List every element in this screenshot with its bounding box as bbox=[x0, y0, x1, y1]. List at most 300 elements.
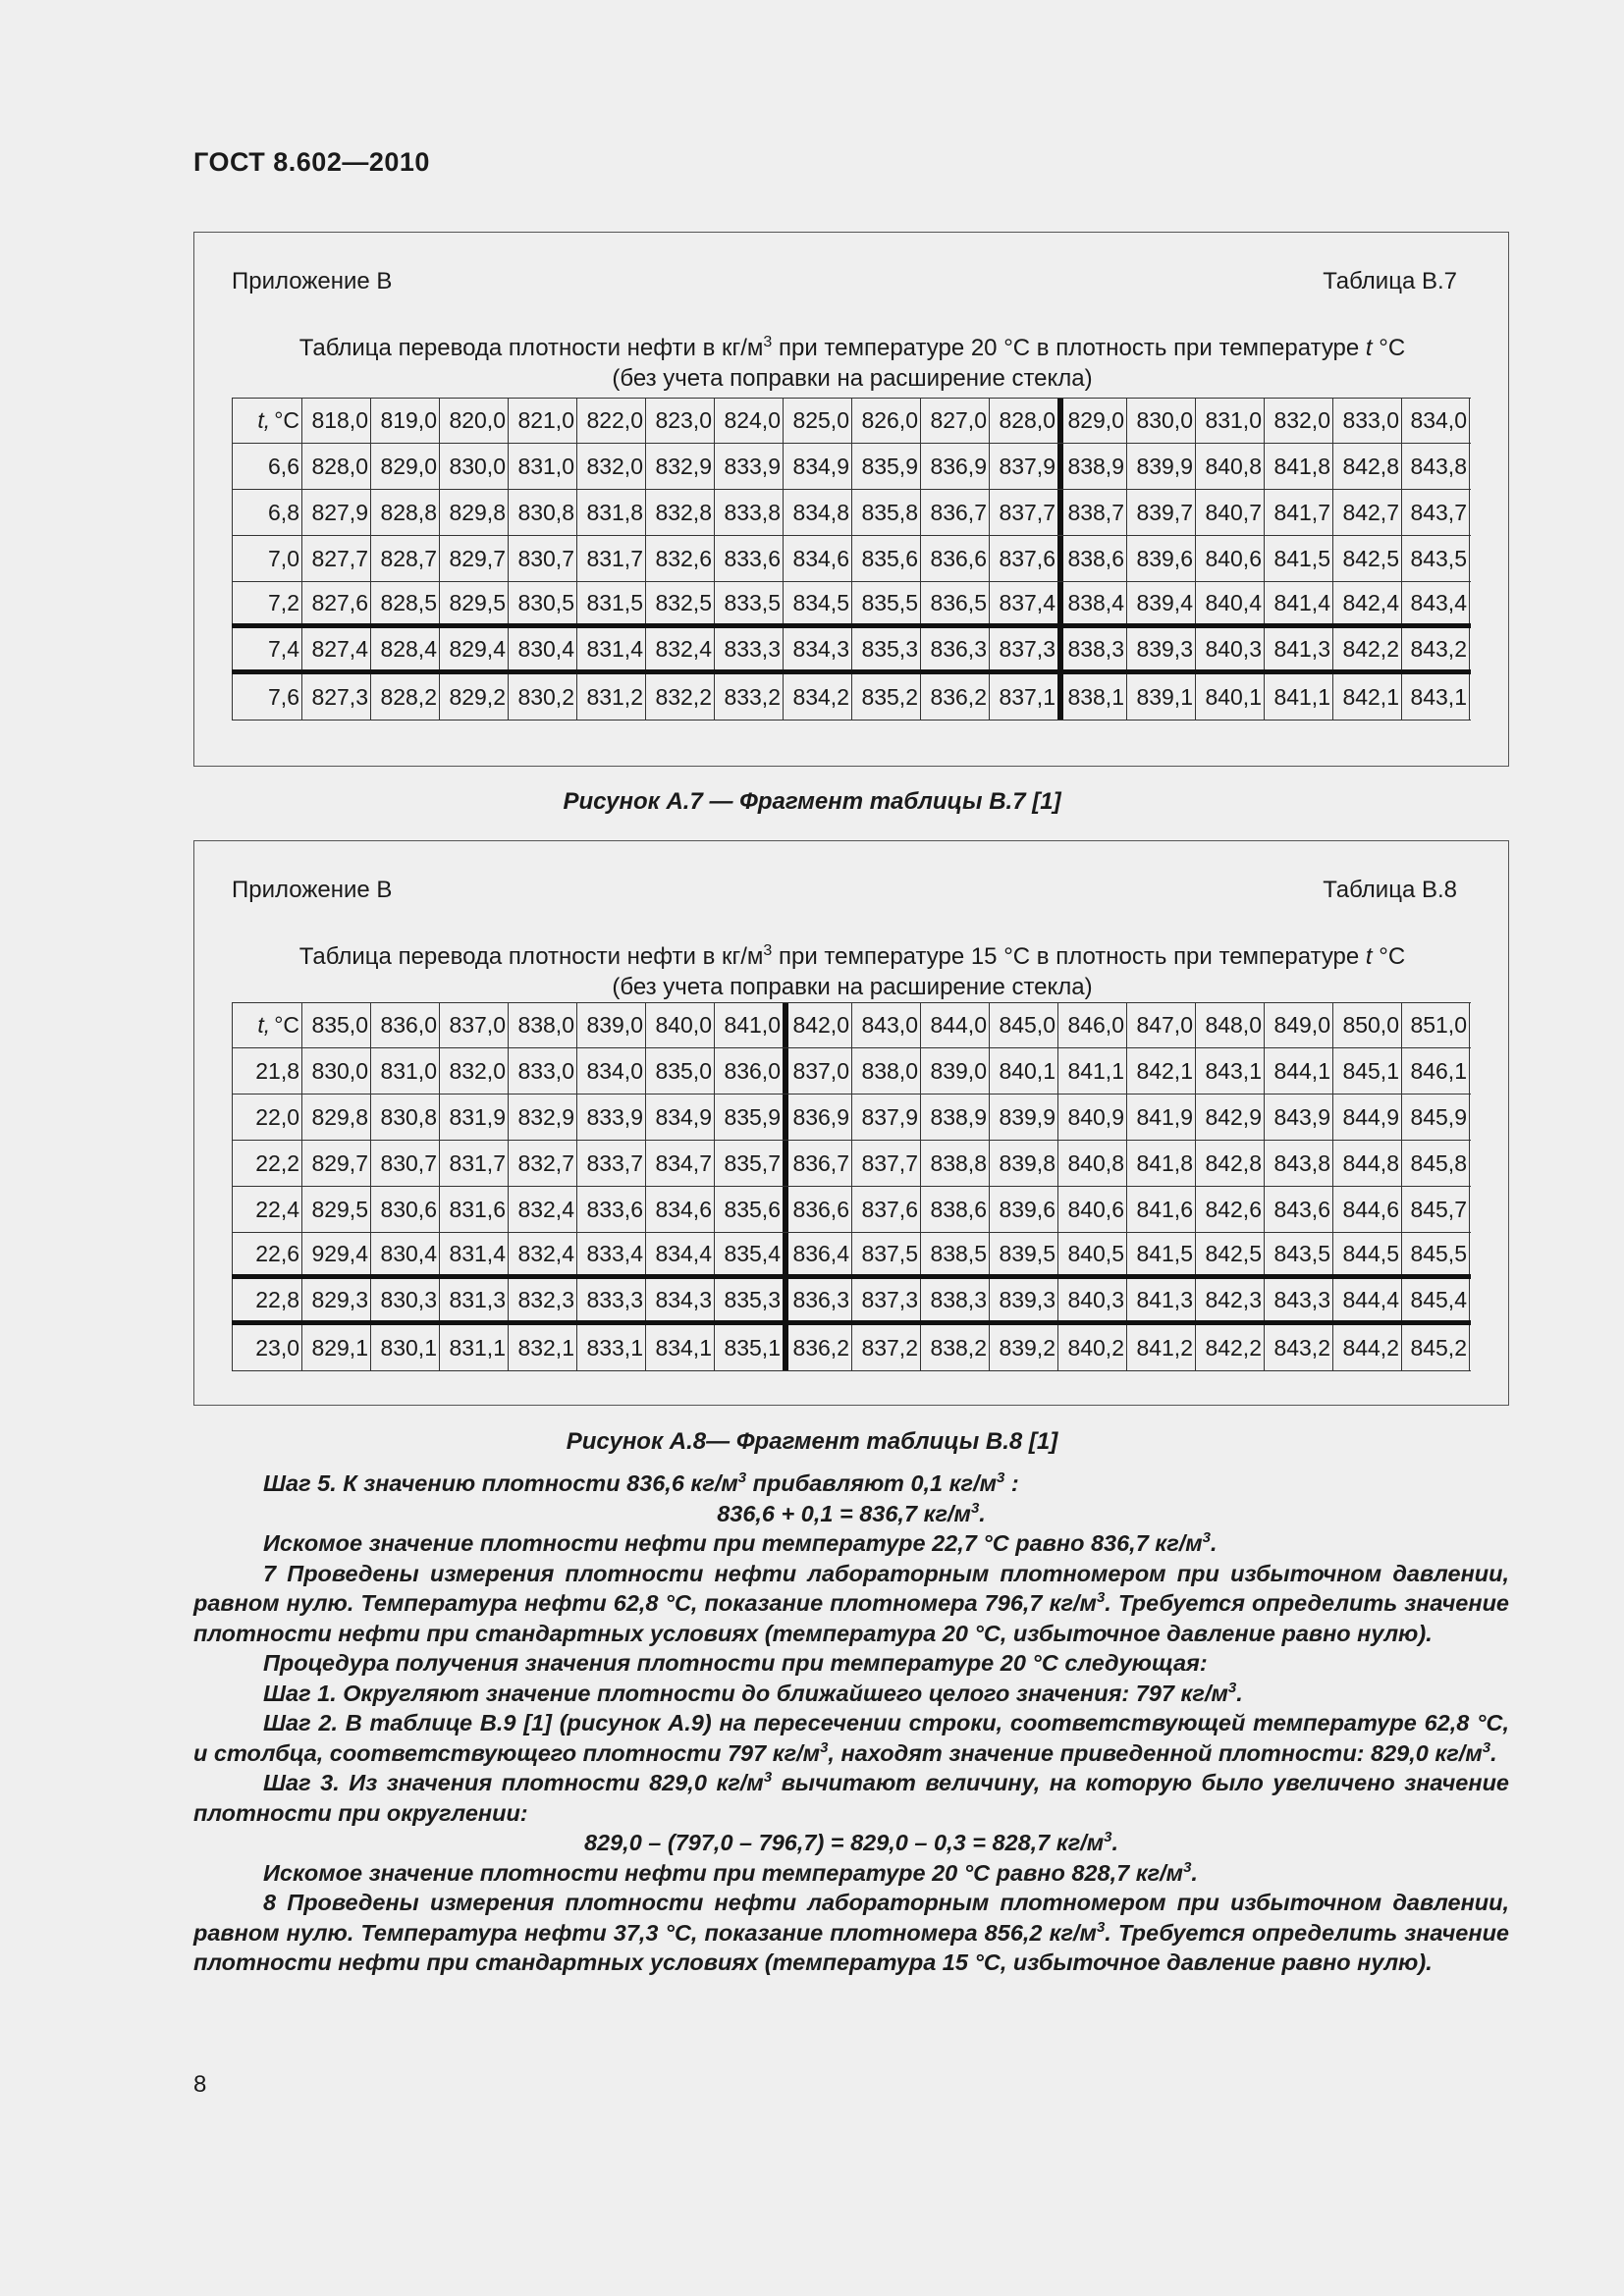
table-cell: 835,9 bbox=[851, 444, 920, 489]
table-cell: 830,8 bbox=[508, 490, 576, 535]
table-cell: 833,8 bbox=[714, 490, 783, 535]
table-cell: 841,5 bbox=[1126, 1233, 1195, 1274]
table-cell: 834,8 bbox=[783, 490, 851, 535]
result-paragraph: Искомое значение плотности нефти при температуре 22,7 °С равно 836,7 $кг/м^3$. bbox=[263, 1529, 1218, 1556]
table-cell: 831,9 bbox=[439, 1095, 508, 1140]
table-cell: 834,0 bbox=[576, 1048, 645, 1094]
table-cell: 845,2 bbox=[1401, 1325, 1470, 1370]
table-cell: 818,0 bbox=[301, 399, 370, 443]
table-cell: 833,6 bbox=[714, 536, 783, 581]
table-cell: 839,9 bbox=[989, 1095, 1057, 1140]
figure-a8-caption: Рисунок А.8— Фрагмент таблицы В.8 [1] bbox=[566, 1428, 1058, 1455]
table-cell: 844,1 bbox=[1264, 1048, 1332, 1094]
table-cell: 838,5 bbox=[920, 1233, 989, 1274]
table-cell: 851,0 bbox=[1401, 1003, 1470, 1047]
table-cell: 833,1 bbox=[576, 1325, 645, 1370]
table-cell: 831,2 bbox=[576, 674, 645, 720]
table-cell: 831,8 bbox=[576, 490, 645, 535]
table-cell: 22,0 bbox=[232, 1095, 301, 1140]
table-header-row bbox=[232, 1002, 1471, 1048]
table-cell: 829,1 bbox=[301, 1325, 370, 1370]
table-cell: 828,2 bbox=[370, 674, 439, 720]
table-cell: 837,6 bbox=[989, 536, 1057, 581]
table-cell: 6,6 bbox=[232, 444, 301, 489]
table-cell: 830,0 bbox=[301, 1048, 370, 1094]
table-cell: 845,4 bbox=[1401, 1279, 1470, 1320]
table-cell: 833,7 bbox=[576, 1141, 645, 1186]
table-cell: 831,4 bbox=[439, 1233, 508, 1274]
table-cell: 836,7 bbox=[920, 490, 989, 535]
table-cell: 835,5 bbox=[851, 582, 920, 623]
table-cell: 848,0 bbox=[1195, 1003, 1264, 1047]
table-cell: 840,9 bbox=[1057, 1095, 1126, 1140]
table-cell: 841,6 bbox=[1126, 1187, 1195, 1232]
table-cell: 834,3 bbox=[783, 628, 851, 669]
table-cell: 833,9 bbox=[576, 1095, 645, 1140]
table-cell: 832,4 bbox=[645, 628, 714, 669]
table-row bbox=[232, 536, 1471, 582]
table-cell: 842,1 bbox=[1126, 1048, 1195, 1094]
table-cell: 839,0 bbox=[920, 1048, 989, 1094]
table-cell: 839,3 bbox=[1126, 628, 1195, 669]
appendix-label: Приложение В bbox=[232, 268, 393, 294]
table-cell: 843,5 bbox=[1401, 536, 1470, 581]
table-cell: 845,5 bbox=[1401, 1233, 1470, 1274]
table-row bbox=[232, 1187, 1471, 1233]
table-cell: 837,3 bbox=[989, 628, 1057, 669]
table-cell: 829,3 bbox=[301, 1279, 370, 1320]
table-cell: 834,7 bbox=[645, 1141, 714, 1186]
table-cell: 829,8 bbox=[301, 1095, 370, 1140]
table-cell: 843,8 bbox=[1264, 1141, 1332, 1186]
table-cell: 836,3 bbox=[920, 628, 989, 669]
table-cell: 838,9 bbox=[920, 1095, 989, 1140]
table-cell: 827,3 bbox=[301, 674, 370, 720]
table-cell: 22,8 bbox=[232, 1279, 301, 1320]
table-cell: 822,0 bbox=[576, 399, 645, 443]
table-cell: 838,3 bbox=[920, 1279, 989, 1320]
table-cell: 838,6 bbox=[920, 1187, 989, 1232]
table-cell: 847,0 bbox=[1126, 1003, 1195, 1047]
document-code: ГОСТ 8.602—2010 bbox=[193, 147, 430, 177]
table-cell: 829,4 bbox=[439, 628, 508, 669]
table-cell: 829,5 bbox=[439, 582, 508, 623]
table-cell: 827,4 bbox=[301, 628, 370, 669]
table-cell: 841,9 bbox=[1126, 1095, 1195, 1140]
table-cell: 827,9 bbox=[301, 490, 370, 535]
table-cell: 832,8 bbox=[645, 490, 714, 535]
table-cell: 844,6 bbox=[1332, 1187, 1401, 1232]
table-cell: 836,4 bbox=[783, 1233, 851, 1274]
table-cell: 835,3 bbox=[714, 1279, 783, 1320]
table-cell: 838,7 bbox=[1057, 490, 1126, 535]
figure-a7-caption: Рисунок А.7 — Фрагмент таблицы В.7 [1] bbox=[563, 788, 1061, 815]
table-title: Таблица перевода плотности нефти в $кг/м^3$ при температуре 15 °С в плотность при температуре t °С (без учета поправки на расширение стекла) bbox=[298, 942, 1406, 1000]
table-row bbox=[232, 490, 1471, 536]
table-cell: 21,8 bbox=[232, 1048, 301, 1094]
table-cell: 844,4 bbox=[1332, 1279, 1401, 1320]
table-cell: 23,0 bbox=[232, 1325, 301, 1370]
table-cell: 837,9 bbox=[989, 444, 1057, 489]
table-cell: 831,5 bbox=[576, 582, 645, 623]
table-cell: 839,3 bbox=[989, 1279, 1057, 1320]
table-cell: 830,4 bbox=[370, 1233, 439, 1274]
table-row bbox=[232, 1233, 1471, 1279]
table-cell: 837,4 bbox=[989, 582, 1057, 623]
table-cell: 839,0 bbox=[576, 1003, 645, 1047]
table-cell: 843,3 bbox=[1264, 1279, 1332, 1320]
table-cell: 832,4 bbox=[508, 1233, 576, 1274]
table-cell: 828,0 bbox=[301, 444, 370, 489]
table-cell: 840,4 bbox=[1195, 582, 1264, 623]
table-cell: 841,2 bbox=[1126, 1325, 1195, 1370]
table-cell: 840,3 bbox=[1195, 628, 1264, 669]
table-cell: 840,5 bbox=[1057, 1233, 1126, 1274]
table-cell: 841,3 bbox=[1126, 1279, 1195, 1320]
table-cell: 836,2 bbox=[783, 1325, 851, 1370]
table-cell: 833,4 bbox=[576, 1233, 645, 1274]
table-cell: 825,0 bbox=[783, 399, 851, 443]
table-cell: 830,0 bbox=[1126, 399, 1195, 443]
table-cell: 833,0 bbox=[508, 1048, 576, 1094]
table-cell: 832,0 bbox=[1264, 399, 1332, 443]
table-cell: 838,4 bbox=[1057, 582, 1126, 623]
table-cell: 834,4 bbox=[645, 1233, 714, 1274]
table-cell: 839,6 bbox=[989, 1187, 1057, 1232]
table-cell: 828,7 bbox=[370, 536, 439, 581]
table-row bbox=[232, 1279, 1471, 1325]
table-cell: 829,2 bbox=[439, 674, 508, 720]
table-cell: 831,0 bbox=[370, 1048, 439, 1094]
table-cell: 841,0 bbox=[714, 1003, 783, 1047]
table-cell: 830,1 bbox=[370, 1325, 439, 1370]
table-cell: 845,1 bbox=[1332, 1048, 1401, 1094]
table-cell: 843,7 bbox=[1401, 490, 1470, 535]
table-cell: 829,8 bbox=[439, 490, 508, 535]
table-cell: 835,6 bbox=[714, 1187, 783, 1232]
table-number: Таблица В.8 bbox=[1323, 877, 1457, 903]
table-cell: 830,5 bbox=[508, 582, 576, 623]
table-cell: 835,7 bbox=[714, 1141, 783, 1186]
table-cell: 827,0 bbox=[920, 399, 989, 443]
table-cell: 843,5 bbox=[1264, 1233, 1332, 1274]
result-paragraph-2: Искомое значение плотности нефти при температуре 20 °С равно 828,7 $кг/м^3$. bbox=[263, 1858, 1198, 1886]
table-cell: 840,6 bbox=[1195, 536, 1264, 581]
table-row bbox=[232, 628, 1471, 674]
table-cell: 832,0 bbox=[576, 444, 645, 489]
table-cell: 834,0 bbox=[1401, 399, 1470, 443]
table-cell: 832,0 bbox=[439, 1048, 508, 1094]
header-temperature-cell: t, °С bbox=[232, 1003, 301, 1047]
table-cell: 836,6 bbox=[783, 1187, 851, 1232]
table-cell: 833,9 bbox=[714, 444, 783, 489]
table-title: Таблица перевода плотности нефти в $кг/м^3$ при температуре 20 °С в плотность при температуре t °С (без учета поправки на расширение стекла) bbox=[298, 334, 1406, 392]
table-cell: 832,9 bbox=[645, 444, 714, 489]
table-cell: 836,5 bbox=[920, 582, 989, 623]
table-cell: 830,8 bbox=[370, 1095, 439, 1140]
table-row bbox=[232, 1325, 1471, 1371]
table-cell: 841,3 bbox=[1264, 628, 1332, 669]
table-cell: 829,5 bbox=[301, 1187, 370, 1232]
table-cell: 827,6 bbox=[301, 582, 370, 623]
table-cell: 842,4 bbox=[1332, 582, 1401, 623]
table-cell: 7,4 bbox=[232, 628, 301, 669]
table-cell: 844,0 bbox=[920, 1003, 989, 1047]
table-cell: 833,0 bbox=[1332, 399, 1401, 443]
table-cell: 837,0 bbox=[439, 1003, 508, 1047]
table-cell: 843,1 bbox=[1195, 1048, 1264, 1094]
formula-line: 836,6 + 0,1 = 836,7 $кг/м^3$. bbox=[717, 1499, 986, 1526]
table-cell: 819,0 bbox=[370, 399, 439, 443]
table-cell: 835,2 bbox=[851, 674, 920, 720]
table-cell: 835,8 bbox=[851, 490, 920, 535]
table-cell: 834,1 bbox=[645, 1325, 714, 1370]
procedure-paragraph: Процедура получения значения плотности при температуре 20 °С следующая: bbox=[263, 1650, 1208, 1676]
table-number: Таблица В.7 bbox=[1323, 268, 1457, 294]
table-cell: 840,3 bbox=[1057, 1279, 1126, 1320]
table-cell: 829,7 bbox=[301, 1141, 370, 1186]
table-cell: 832,3 bbox=[508, 1279, 576, 1320]
table-cell: 838,8 bbox=[920, 1141, 989, 1186]
table-cell: 833,3 bbox=[576, 1279, 645, 1320]
body-text bbox=[193, 1468, 1509, 1978]
table-cell: 829,0 bbox=[1057, 399, 1126, 443]
table-cell: 844,2 bbox=[1332, 1325, 1401, 1370]
table-cell: 830,7 bbox=[370, 1141, 439, 1186]
table-cell: 835,0 bbox=[301, 1003, 370, 1047]
table-cell: 831,7 bbox=[439, 1141, 508, 1186]
table-cell: 6,8 bbox=[232, 490, 301, 535]
table-cell: 832,9 bbox=[508, 1095, 576, 1140]
table-cell: 845,9 bbox=[1401, 1095, 1470, 1140]
table-cell: 850,0 bbox=[1332, 1003, 1401, 1047]
table-cell: 842,5 bbox=[1195, 1233, 1264, 1274]
table-cell: 836,0 bbox=[370, 1003, 439, 1047]
table-cell: 830,3 bbox=[370, 1279, 439, 1320]
table-row bbox=[232, 1048, 1471, 1095]
table-cell: 929,4 bbox=[301, 1233, 370, 1274]
table-cell: 824,0 bbox=[714, 399, 783, 443]
table-cell: 836,3 bbox=[783, 1279, 851, 1320]
table-cell: 841,4 bbox=[1264, 582, 1332, 623]
table-cell: 834,9 bbox=[783, 444, 851, 489]
table-cell: 831,0 bbox=[1195, 399, 1264, 443]
formula-line-2: 829,0 – (797,0 – 796,7) = 829,0 – 0,3 = 828,7 $кг/м^3$. bbox=[583, 1829, 1119, 1855]
table-cell: 820,0 bbox=[439, 399, 508, 443]
table-cell: 842,1 bbox=[1332, 674, 1401, 720]
density-table-b7 bbox=[232, 398, 1471, 721]
table-cell: 841,1 bbox=[1264, 674, 1332, 720]
table-cell: 835,6 bbox=[851, 536, 920, 581]
appendix-label: Приложение В bbox=[232, 877, 393, 903]
page-number: 8 bbox=[193, 2071, 207, 2098]
table-cell: 839,2 bbox=[989, 1325, 1057, 1370]
table-cell: 837,1 bbox=[989, 674, 1057, 720]
header-temperature-cell: t, °С bbox=[232, 399, 301, 443]
table-cell: 842,8 bbox=[1195, 1141, 1264, 1186]
table-cell: 834,5 bbox=[783, 582, 851, 623]
table-cell: 842,2 bbox=[1195, 1325, 1264, 1370]
table-cell: 826,0 bbox=[851, 399, 920, 443]
table-cell: 831,6 bbox=[439, 1187, 508, 1232]
table-cell: 839,1 bbox=[1126, 674, 1195, 720]
table-header-row bbox=[232, 398, 1471, 444]
table-cell: 828,8 bbox=[370, 490, 439, 535]
table-cell: 828,4 bbox=[370, 628, 439, 669]
table-cell: 840,1 bbox=[989, 1048, 1057, 1094]
table-cell: 831,1 bbox=[439, 1325, 508, 1370]
table-cell: 833,3 bbox=[714, 628, 783, 669]
table-cell: 837,5 bbox=[851, 1233, 920, 1274]
table-cell: 835,0 bbox=[645, 1048, 714, 1094]
table-cell: 839,5 bbox=[989, 1233, 1057, 1274]
table-cell: 841,8 bbox=[1264, 444, 1332, 489]
table-cell: 22,2 bbox=[232, 1141, 301, 1186]
table-cell: 838,0 bbox=[851, 1048, 920, 1094]
table-cell: 835,9 bbox=[714, 1095, 783, 1140]
table-cell: 838,0 bbox=[508, 1003, 576, 1047]
item7-paragraph: 7 Проведены измерения плотности нефти лабораторным плотномером при избыточном давлении, равном нулю. Температура нефти 62,8 °С, показание плотномера 796,7 $кг/м^3$. Требуется определить значение плотности нефти при стандартных условиях (температура 20 °С, избыточное давление равно нулю). bbox=[193, 1560, 1509, 1646]
table-cell: 832,7 bbox=[508, 1141, 576, 1186]
step1-paragraph: Шаг 1. Округляют значение плотности до ближайшего целого значения: 797 $кг/м^3$. bbox=[263, 1679, 1243, 1706]
table-cell: 836,9 bbox=[920, 444, 989, 489]
table-cell: 834,6 bbox=[645, 1187, 714, 1232]
table-cell: 838,1 bbox=[1057, 674, 1126, 720]
table-cell: 831,4 bbox=[576, 628, 645, 669]
table-cell: 837,7 bbox=[989, 490, 1057, 535]
table-cell: 823,0 bbox=[645, 399, 714, 443]
table-cell: 842,3 bbox=[1195, 1279, 1264, 1320]
table-cell: 828,5 bbox=[370, 582, 439, 623]
table-cell: 842,6 bbox=[1195, 1187, 1264, 1232]
table-cell: 835,4 bbox=[714, 1233, 783, 1274]
table-cell: 830,4 bbox=[508, 628, 576, 669]
table-cell: 841,7 bbox=[1264, 490, 1332, 535]
table-cell: 844,8 bbox=[1332, 1141, 1401, 1186]
table-cell: 846,1 bbox=[1401, 1048, 1470, 1094]
table-cell: 7,0 bbox=[232, 536, 301, 581]
table-cell: 838,3 bbox=[1057, 628, 1126, 669]
table-cell: 839,8 bbox=[989, 1141, 1057, 1186]
table-cell: 837,7 bbox=[851, 1141, 920, 1186]
table-cell: 829,7 bbox=[439, 536, 508, 581]
table-row bbox=[232, 674, 1471, 721]
table-cell: 842,7 bbox=[1332, 490, 1401, 535]
table-cell: 832,6 bbox=[645, 536, 714, 581]
table-cell: 7,2 bbox=[232, 582, 301, 623]
table-cell: 831,0 bbox=[508, 444, 576, 489]
table-cell: 22,4 bbox=[232, 1187, 301, 1232]
table-cell: 838,6 bbox=[1057, 536, 1126, 581]
table-cell: 840,8 bbox=[1195, 444, 1264, 489]
table-cell: 835,1 bbox=[714, 1325, 783, 1370]
table-cell: 839,9 bbox=[1126, 444, 1195, 489]
step2-paragraph: Шаг 2. В таблице В.9 [1] (рисунок А.9) на пересечении строки, соответствующей температуре 62,8 °С, и столбца, соответствующего плотности 797 $кг/м^3$, находят значение приведенной плотности: 829,0 $кг/м^3$. bbox=[193, 1710, 1509, 1766]
table-cell: 845,8 bbox=[1401, 1141, 1470, 1186]
table-row bbox=[232, 582, 1471, 628]
density-table-b8 bbox=[232, 1002, 1471, 1371]
table-row bbox=[232, 1141, 1471, 1187]
table-cell: 843,1 bbox=[1401, 674, 1470, 720]
table-cell: 841,5 bbox=[1264, 536, 1332, 581]
table-cell: 832,1 bbox=[508, 1325, 576, 1370]
table-cell: 834,2 bbox=[783, 674, 851, 720]
table-cell: 840,8 bbox=[1057, 1141, 1126, 1186]
table-cell: 834,3 bbox=[645, 1279, 714, 1320]
table-cell: 830,7 bbox=[508, 536, 576, 581]
table-cell: 834,9 bbox=[645, 1095, 714, 1140]
table-cell: 842,9 bbox=[1195, 1095, 1264, 1140]
table-cell: 840,2 bbox=[1057, 1325, 1126, 1370]
table-cell: 836,0 bbox=[714, 1048, 783, 1094]
table-cell: 840,6 bbox=[1057, 1187, 1126, 1232]
table-cell: 834,6 bbox=[783, 536, 851, 581]
table-cell: 833,6 bbox=[576, 1187, 645, 1232]
table-cell: 843,4 bbox=[1401, 582, 1470, 623]
table-cell: 844,9 bbox=[1332, 1095, 1401, 1140]
table-cell: 843,6 bbox=[1264, 1187, 1332, 1232]
table-cell: 837,0 bbox=[783, 1048, 851, 1094]
figure-a8-frame bbox=[193, 840, 1509, 1406]
table-cell: 829,0 bbox=[370, 444, 439, 489]
table-row bbox=[232, 444, 1471, 490]
table-cell: 837,2 bbox=[851, 1325, 920, 1370]
table-cell: 833,5 bbox=[714, 582, 783, 623]
table-cell: 836,6 bbox=[920, 536, 989, 581]
table-cell: 838,9 bbox=[1057, 444, 1126, 489]
table-row bbox=[232, 1095, 1471, 1141]
table-cell: 840,7 bbox=[1195, 490, 1264, 535]
table-cell: 840,1 bbox=[1195, 674, 1264, 720]
table-cell: 841,1 bbox=[1057, 1048, 1126, 1094]
table-cell: 839,7 bbox=[1126, 490, 1195, 535]
table-cell: 837,3 bbox=[851, 1279, 920, 1320]
table-cell: 830,0 bbox=[439, 444, 508, 489]
table-cell: 830,6 bbox=[370, 1187, 439, 1232]
table-cell: 821,0 bbox=[508, 399, 576, 443]
step5-paragraph: Шаг 5. К значению плотности 836,6 $кг/м^3$ прибавляют 0,1 $кг/м^3$ : bbox=[263, 1469, 1019, 1496]
table-cell: 843,9 bbox=[1264, 1095, 1332, 1140]
table-cell: 828,0 bbox=[989, 399, 1057, 443]
table-cell: 836,9 bbox=[783, 1095, 851, 1140]
table-cell: 845,7 bbox=[1401, 1187, 1470, 1232]
table-cell: 842,2 bbox=[1332, 628, 1401, 669]
table-cell: 842,5 bbox=[1332, 536, 1401, 581]
table-cell: 846,0 bbox=[1057, 1003, 1126, 1047]
table-cell: 839,4 bbox=[1126, 582, 1195, 623]
table-cell: 840,0 bbox=[645, 1003, 714, 1047]
table-cell: 841,8 bbox=[1126, 1141, 1195, 1186]
table-cell: 844,5 bbox=[1332, 1233, 1401, 1274]
table-cell: 837,6 bbox=[851, 1187, 920, 1232]
table-cell: 838,2 bbox=[920, 1325, 989, 1370]
table-cell: 831,7 bbox=[576, 536, 645, 581]
table-cell: 836,7 bbox=[783, 1141, 851, 1186]
table-cell: 830,2 bbox=[508, 674, 576, 720]
table-cell: 836,2 bbox=[920, 674, 989, 720]
table-cell: 843,0 bbox=[851, 1003, 920, 1047]
table-cell: 835,3 bbox=[851, 628, 920, 669]
table-cell: 849,0 bbox=[1264, 1003, 1332, 1047]
item8-paragraph: 8 Проведены измерения плотности нефти лабораторным плотномером при избыточном давлении, равном нулю. Температура нефти 37,3 °С, показание плотномера 856,2 $кг/м^3$. Требуется определить значение плотности нефти при стандартных условиях (температура 15 °С, избыточное давление равно нулю). bbox=[193, 1890, 1509, 1975]
table-cell: 827,7 bbox=[301, 536, 370, 581]
table-cell: 7,6 bbox=[232, 674, 301, 720]
table-cell: 22,6 bbox=[232, 1233, 301, 1274]
table-cell: 832,4 bbox=[508, 1187, 576, 1232]
table-cell: 832,5 bbox=[645, 582, 714, 623]
table-cell: 833,2 bbox=[714, 674, 783, 720]
table-cell: 843,8 bbox=[1401, 444, 1470, 489]
